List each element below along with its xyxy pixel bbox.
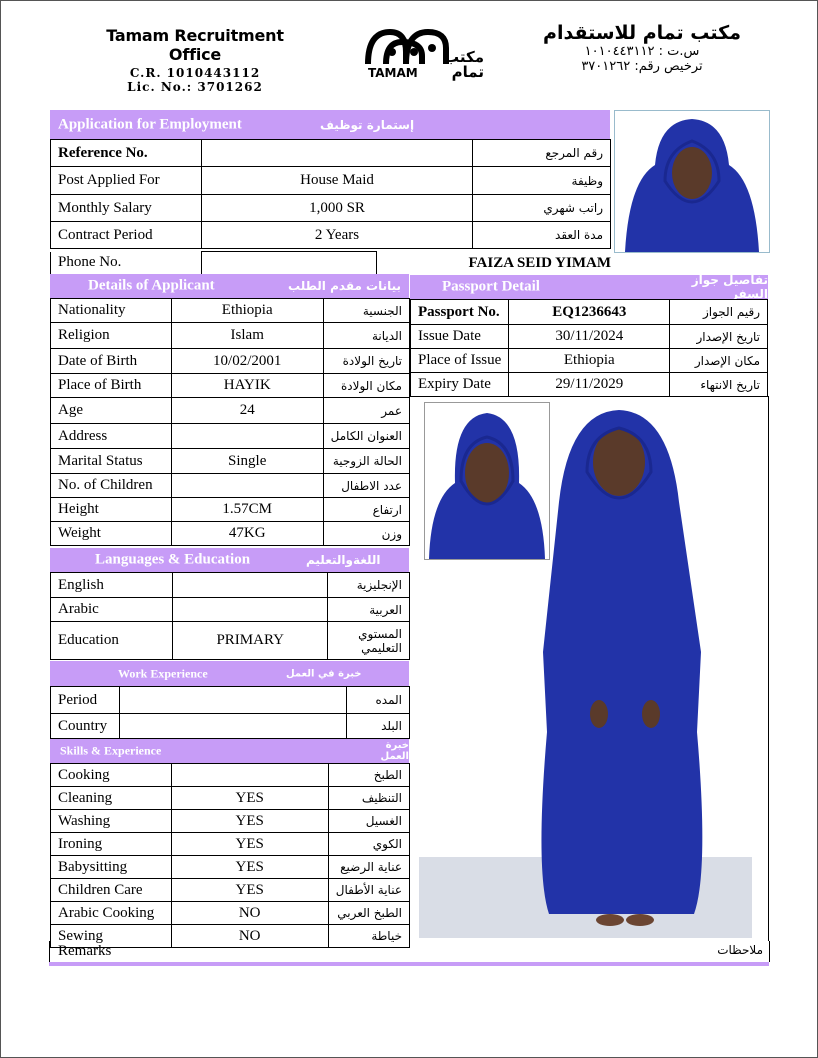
salary-value: 1,000 SR (202, 195, 473, 222)
cr-number-en: C.R. 1010443112 (129, 66, 261, 80)
salary-label-ar: راتب شهري (473, 195, 611, 222)
country-label: Country (51, 714, 120, 739)
ironing-label-ar: الكوي (328, 833, 409, 856)
table-row (51, 902, 410, 925)
washing-value: YES (171, 810, 328, 833)
address-label-ar: العنوان الكامل (323, 424, 409, 449)
table-row (51, 879, 410, 902)
skills-table (50, 763, 410, 948)
post-label-ar: وظيفة (473, 167, 611, 195)
dob-label: Date of Birth (51, 349, 172, 374)
age-label: Age (51, 398, 172, 424)
pob-label-ar: مكان الولادة (323, 374, 409, 398)
pob-label: Place of Birth (51, 374, 172, 398)
application-title-ar: إستمارة توظيف (320, 117, 415, 132)
license-number-en: Lic. No.: 3701262 (127, 80, 263, 94)
application-table (50, 139, 611, 249)
work-title-ar: خبرة في العمل (286, 668, 362, 679)
nationality-label: Nationality (51, 299, 172, 323)
office-header-arabic (536, 22, 748, 74)
office-name-ar: مكتب تمام للاستقدام (543, 22, 741, 44)
table-row (51, 573, 410, 598)
washing-label: Washing (51, 810, 172, 833)
passport-no-label: Passport No. (411, 300, 509, 325)
dob-label-ar: تاريخ الولادة (323, 349, 409, 374)
ironing-label: Ironing (51, 833, 172, 856)
arabic-label-ar: العربية (328, 598, 410, 622)
nationality-value: Ethiopia (171, 299, 323, 323)
work-band (50, 661, 409, 686)
languages-band (50, 548, 409, 572)
cooking-label-ar: الطبخ (328, 764, 409, 787)
table-row (51, 498, 410, 522)
table-row (51, 622, 410, 660)
table-row (51, 449, 410, 474)
table-row (51, 833, 410, 856)
table-row (51, 140, 611, 167)
table-row (51, 787, 410, 810)
table-row (51, 299, 410, 323)
table-row (51, 424, 410, 449)
table-row (51, 252, 612, 275)
table-row (411, 373, 768, 397)
passport-title-en: Passport Detail (442, 278, 540, 295)
contract-value: 2 Years (202, 222, 473, 249)
english-label-ar: الإنجليزية (328, 573, 410, 598)
office-name-en: Tamam Recruitment Office (106, 26, 284, 64)
logo-text-en: TAMAM (368, 66, 418, 80)
details-title-ar: بيانات مقدم الطلب (288, 279, 402, 293)
period-label-ar: المده (347, 687, 410, 714)
children-care-value: YES (171, 879, 328, 902)
applicant-name: FAIZA SEID YIMAM (468, 254, 611, 271)
table-row (51, 810, 410, 833)
remarks-row (49, 941, 770, 962)
period-label: Period (51, 687, 120, 714)
english-value (173, 573, 328, 598)
reference-value (202, 140, 473, 167)
work-title-en: Work Experience (118, 666, 208, 680)
education-label-ar: المستوي التعليمي (328, 622, 410, 660)
table-row (51, 764, 410, 787)
table-row (51, 374, 410, 398)
applicant-portrait-icon (615, 111, 769, 252)
table-row (51, 167, 611, 195)
height-label: Height (51, 498, 172, 522)
weight-label: Weight (51, 522, 172, 546)
religion-label-ar: الديانة (323, 323, 409, 349)
application-band (50, 110, 610, 139)
age-label-ar: عمر (323, 398, 409, 424)
babysitting-label-ar: عناية الرضيع (328, 856, 409, 879)
table-row (51, 687, 410, 714)
cleaning-label-ar: التنظيف (328, 787, 409, 810)
washing-label-ar: الغسيل (328, 810, 409, 833)
education-value: PRIMARY (173, 622, 328, 660)
cleaning-value: YES (171, 787, 328, 810)
issue-date-value: 30/11/2024 (509, 325, 670, 349)
tamam-logo (362, 24, 484, 80)
license-number-ar: ترخيص رقم: ٣٧٠١٢٦٢ (581, 59, 703, 74)
cooking-value (171, 764, 328, 787)
post-value: House Maid (202, 167, 473, 195)
table-row (51, 323, 410, 349)
issue-date-label-ar: تاريخ الإصدار (670, 325, 768, 349)
children-care-label: Children Care (51, 879, 172, 902)
phone-label: Phone No. (51, 252, 202, 275)
weight-value: 47KG (171, 522, 323, 546)
languages-title-ar: اللغةوالتعليم (306, 553, 381, 567)
remarks-bottom-bar (49, 962, 769, 966)
table-row (411, 300, 768, 325)
marital-label: Marital Status (51, 449, 172, 474)
children-care-label-ar: عناية الأطفال (328, 879, 409, 902)
passport-no-value: EQ1236643 (509, 300, 670, 325)
marital-value: Single (171, 449, 323, 474)
table-row (411, 349, 768, 373)
table-row (51, 195, 611, 222)
height-value: 1.57CM (171, 498, 323, 522)
cooking-label: Cooking (51, 764, 172, 787)
applicant-photo-top (614, 110, 770, 253)
children-label: No. of Children (51, 474, 172, 498)
applicant-photo-full (419, 402, 752, 938)
table-row (51, 714, 410, 739)
expiry-date-label: Expiry Date (411, 373, 509, 397)
table-row (411, 325, 768, 349)
contract-label-ar: مدة العقد (473, 222, 611, 249)
cleaning-label: Cleaning (51, 787, 172, 810)
details-table (50, 298, 410, 546)
table-row (51, 222, 611, 249)
expiry-date-label-ar: تاريخ الانتهاء (670, 373, 768, 397)
languages-title-en: Languages & Education (95, 551, 251, 568)
arabic-cooking-label-ar: الطبخ العربي (328, 902, 409, 925)
sewing-value: NO (171, 925, 328, 948)
issue-date-label: Issue Date (411, 325, 509, 349)
country-value (120, 714, 347, 739)
height-label-ar: ارتفاع (323, 498, 409, 522)
reference-label-ar: رقم المرجع (473, 140, 611, 167)
babysitting-value: YES (171, 856, 328, 879)
table-row (51, 398, 410, 424)
religion-label: Religion (51, 323, 172, 349)
skills-band (50, 739, 409, 763)
phone-table (50, 251, 611, 275)
age-value: 24 (171, 398, 323, 424)
remarks-label: Remarks (58, 943, 112, 959)
office-header-english (92, 26, 298, 94)
pob-value: HAYIK (171, 374, 323, 398)
arabic-value (173, 598, 328, 622)
phone-value (202, 252, 377, 275)
education-label: Education (51, 622, 173, 660)
table-row (51, 522, 410, 546)
country-label-ar: البلد (347, 714, 410, 739)
work-table (50, 686, 410, 739)
table-row (51, 349, 410, 374)
english-label: English (51, 573, 173, 598)
passport-band (410, 275, 768, 299)
table-row (51, 856, 410, 879)
logo-text-ar: مكتب تمام (443, 48, 484, 81)
dob-value: 10/02/2001 (171, 349, 323, 374)
details-title-en: Details of Applicant (88, 277, 215, 294)
nationality-label-ar: الجنسية (323, 299, 409, 323)
reference-label: Reference No. (51, 140, 202, 167)
passport-title-ar: تفاصيل جواز السفر (691, 273, 768, 301)
table-row (51, 598, 410, 622)
languages-table (50, 572, 410, 660)
arabic-cooking-value: NO (171, 902, 328, 925)
children-label-ar: عدد الاطفال (323, 474, 409, 498)
skills-title-ar: خبرة العمل (380, 740, 409, 762)
address-label: Address (51, 424, 172, 449)
children-value (171, 474, 323, 498)
place-of-issue-label: Place of Issue (411, 349, 509, 373)
table-row (51, 474, 410, 498)
skills-title-en: Skills & Experience (60, 743, 162, 758)
place-of-issue-label-ar: مكان الإصدار (670, 349, 768, 373)
contract-label: Contract Period (51, 222, 202, 249)
application-title-en: Application for Employment (58, 116, 242, 132)
period-value (120, 687, 347, 714)
marital-label-ar: الحالة الزوجية (323, 449, 409, 474)
sewing-label: Sewing (51, 925, 172, 948)
expiry-date-value: 29/11/2029 (509, 373, 670, 397)
place-of-issue-value: Ethiopia (509, 349, 670, 373)
remarks-label-ar: ملاحظات (717, 943, 763, 957)
details-band (50, 274, 409, 298)
cr-number-ar: س.ت : ١٠١٠٤٤٣١١٢ (584, 44, 700, 59)
salary-label: Monthly Salary (51, 195, 202, 222)
address-value (171, 424, 323, 449)
sewing-label-ar: خياطة (328, 925, 409, 948)
post-label: Post Applied For (51, 167, 202, 195)
weight-label-ar: وزن (323, 522, 409, 546)
religion-value: Islam (171, 323, 323, 349)
passport-table (410, 299, 768, 397)
arabic-cooking-label: Arabic Cooking (51, 902, 172, 925)
applicant-fullbody-icon (419, 402, 752, 938)
arabic-label: Arabic (51, 598, 173, 622)
passport-no-label-ar: رقيم الجواز (670, 300, 768, 325)
babysitting-label: Babysitting (51, 856, 172, 879)
ironing-value: YES (171, 833, 328, 856)
